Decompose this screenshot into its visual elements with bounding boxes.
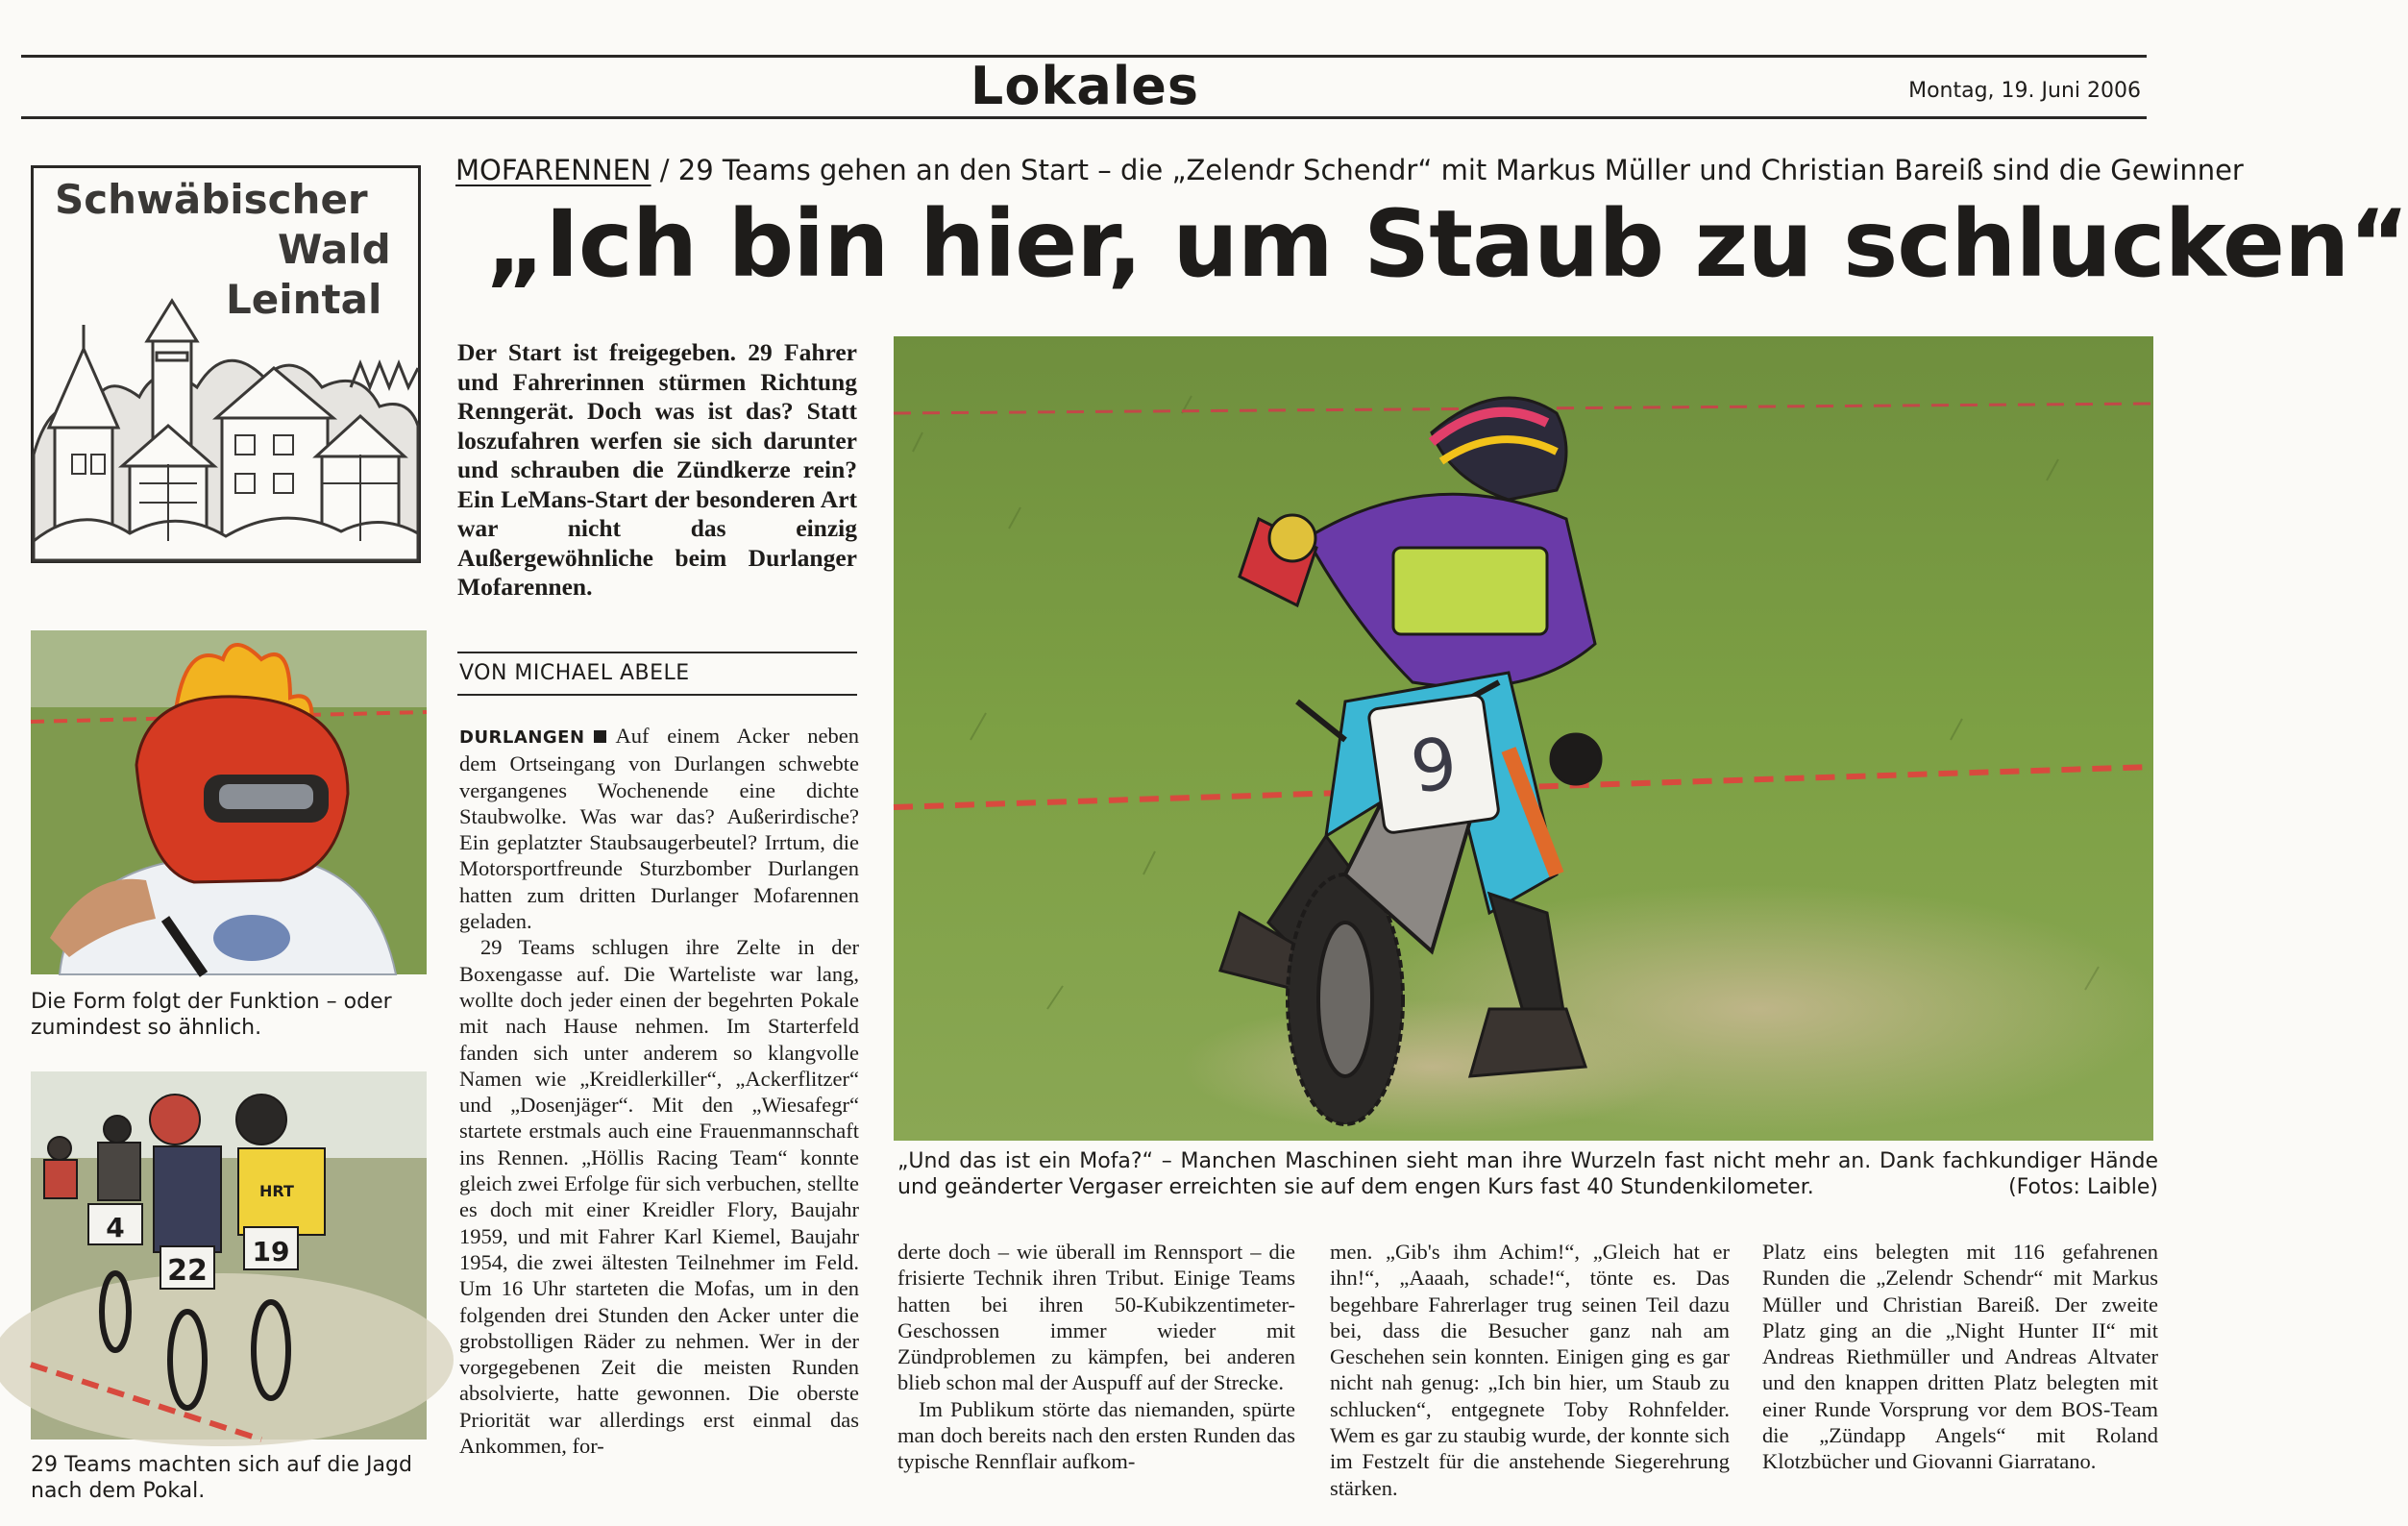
helmet-photo	[31, 630, 427, 974]
kicker-topic: MOFARENNEN	[455, 154, 651, 186]
logo-line-3: Leintal	[226, 276, 382, 323]
main-photo-caption	[897, 1148, 2158, 1200]
body-paragraph: 29 Teams schlugen ihre Zelte in der Boxengasse auf. Die Warteliste war lang, wollte doch jeder einen der begehrten Pokale mit nach Hause nehmen. Im Starterfeld fanden sich unter anderem so klangvolle Namen wie „Kreidlerkiller“, „Ackerflitzer“ und „Dosenjäger“. Mit den „Wiesafegr“ startete erstmals auch eine Frauenmannschaft ins Rennen. „Höllis Racing Team“ konnte gleich zwei Erfolge für sich verbuchen, stellte es doch mit einer Kreidler Flory, Baujahr 1959, und mit Fahrer Karl Kiemel, Baujahr 1954, die zwei ältesten Teilnehmer im Feld. Um 16 Uhr starteten die Mofas, um in den folgenden drei Stunden den Acker unter die grobstolligen Räder zu nehmen. Wer in der vorgegebenen Zeit die meisten Runden absolvierte, hatte gewonnen. Die oberste Priorität war allerdings erst einmal das Ankommen, for-	[459, 935, 859, 1459]
byline-bottom-rule	[457, 694, 857, 696]
dateline-square	[594, 730, 606, 743]
issue-date: Montag, 19. Juni 2006	[1908, 79, 2141, 103]
logo-line-1: Schwäbischer	[55, 176, 368, 223]
race-photo-number-4: 4	[106, 1212, 125, 1243]
body-paragraph: Im Publikum störte das niemanden, spürte man doch bereits nach den ersten Runden das typische Rennflair aufkom-	[897, 1396, 1295, 1474]
masthead-bottom-rule	[21, 116, 2147, 119]
article-lead: Der Start ist freigegeben. 29 Fahrer und Fahrerinnen stürmen Richtung Renngerät. Doch was ist das? Statt loszufahren werfen sie sich darunter und schrauben die Zündkerze rein? Ein LeMans-Start der besonderen Art war nicht das einzig Außergewöhnliche beim Durlanger Mofarennen.	[457, 338, 857, 601]
body-text: Auf einem Acker neben dem Ortseingang von Durlangen schwebte vergangenes Wochenende eine dichte Staubwolke. Was war das? Außerirdische? Ein geplatzter Staubsaugerbeutel? Irrtum, die Motorsportfreunde Sturzbomber Durlangen hatten zum dritten Durlanger Mofarennen geladen.	[459, 724, 859, 934]
race-photo	[31, 1071, 427, 1440]
main-photo-caption-text: „Und das ist ein Mofa?“ – Manchen Maschinen sieht man ihre Wurzeln fast nicht mehr an. Dank fachkundiger Hände und geänderter Vergaser erreichten sie auf dem engen Kurs fast 40 Stundenkilometer.	[897, 1149, 2158, 1199]
race-photo-caption: 29 Teams machten sich auf die Jagd nach dem Pokal.	[31, 1453, 412, 1503]
body-column-2	[897, 1239, 1295, 1475]
body-column-3	[1330, 1239, 1730, 1501]
race-photo-number-19: 19	[252, 1236, 290, 1268]
photo-credit: (Fotos: Laible)	[2008, 1175, 2158, 1199]
regional-logo	[31, 165, 421, 563]
race-photo-shirt: HRT	[259, 1182, 294, 1200]
kicker-text: / 29 Teams gehen an den Start – die „Zelendr Schendr“ mit Markus Müller und Christian Bareiß sind die Gewinner	[651, 154, 2244, 186]
main-photo	[894, 336, 2153, 1141]
section-title: Lokales	[970, 56, 1200, 116]
byline: VON MICHAEL ABELE	[459, 661, 690, 685]
kicker-line	[455, 154, 2244, 186]
body-paragraph: derte doch – wie überall im Rennsport – die frisierte Technik ihren Tribut. Einige Teams hatten bei ihren 50-Kubikzentimeter-Geschossen immer wieder mit Zündproblemen zu kämpfen, bei anderen blieb schon mal der Auspuff auf der Strecke.	[897, 1240, 1295, 1395]
body-paragraph	[459, 723, 859, 934]
dateline-place: DURLANGEN	[459, 727, 585, 748]
body-column-4	[1762, 1239, 2158, 1475]
race-photo-number-22: 22	[167, 1254, 208, 1288]
body-paragraph: men. „Gib's ihm Achim!“, „Gleich hat er ihn!“, „Aaaah, schade!“, tönte es. Das begehbare Fahrerlager trug seinen Teil dazu bei, dass die Besucher ganz nah am Geschehen sein konnten. Einigen ging es gar nicht nah genug: „Ich bin hier, um Staub zu schlucken“, entgegnete Toby Rohnfelder. Wem es gar zu staubig wurde, der konnte sich im Festzelt für die anstehende Siegerehrung stärken.	[1330, 1240, 1730, 1500]
byline-top-rule	[457, 652, 857, 653]
headline: „Ich bin hier, um Staub zu schlucken“	[485, 190, 2408, 298]
body-column-1	[459, 723, 859, 1459]
main-photo-race-number: 9	[1406, 721, 1462, 810]
helmet-photo-caption: Die Form folgt der Funktion – oder zumindest so ähnlich.	[31, 990, 392, 1040]
town-illustration	[34, 310, 418, 560]
logo-line-2: Wald	[278, 226, 391, 273]
body-paragraph: Platz eins belegten mit 116 gefahrenen Runden die „Zelendr Schendr“ mit Markus Müller und Christian Bareiß. Der zweite Platz ging an die „Night Hunter II“ mit Andreas Riethmüller und Andreas Altvater und den knappen dritten Platz belegten mit einer Runde Vorsprung vor dem BOS-Team die „Zündapp Angels“ mit Roland Klotzbücher und Giovanni Giarratano.	[1762, 1240, 2158, 1474]
